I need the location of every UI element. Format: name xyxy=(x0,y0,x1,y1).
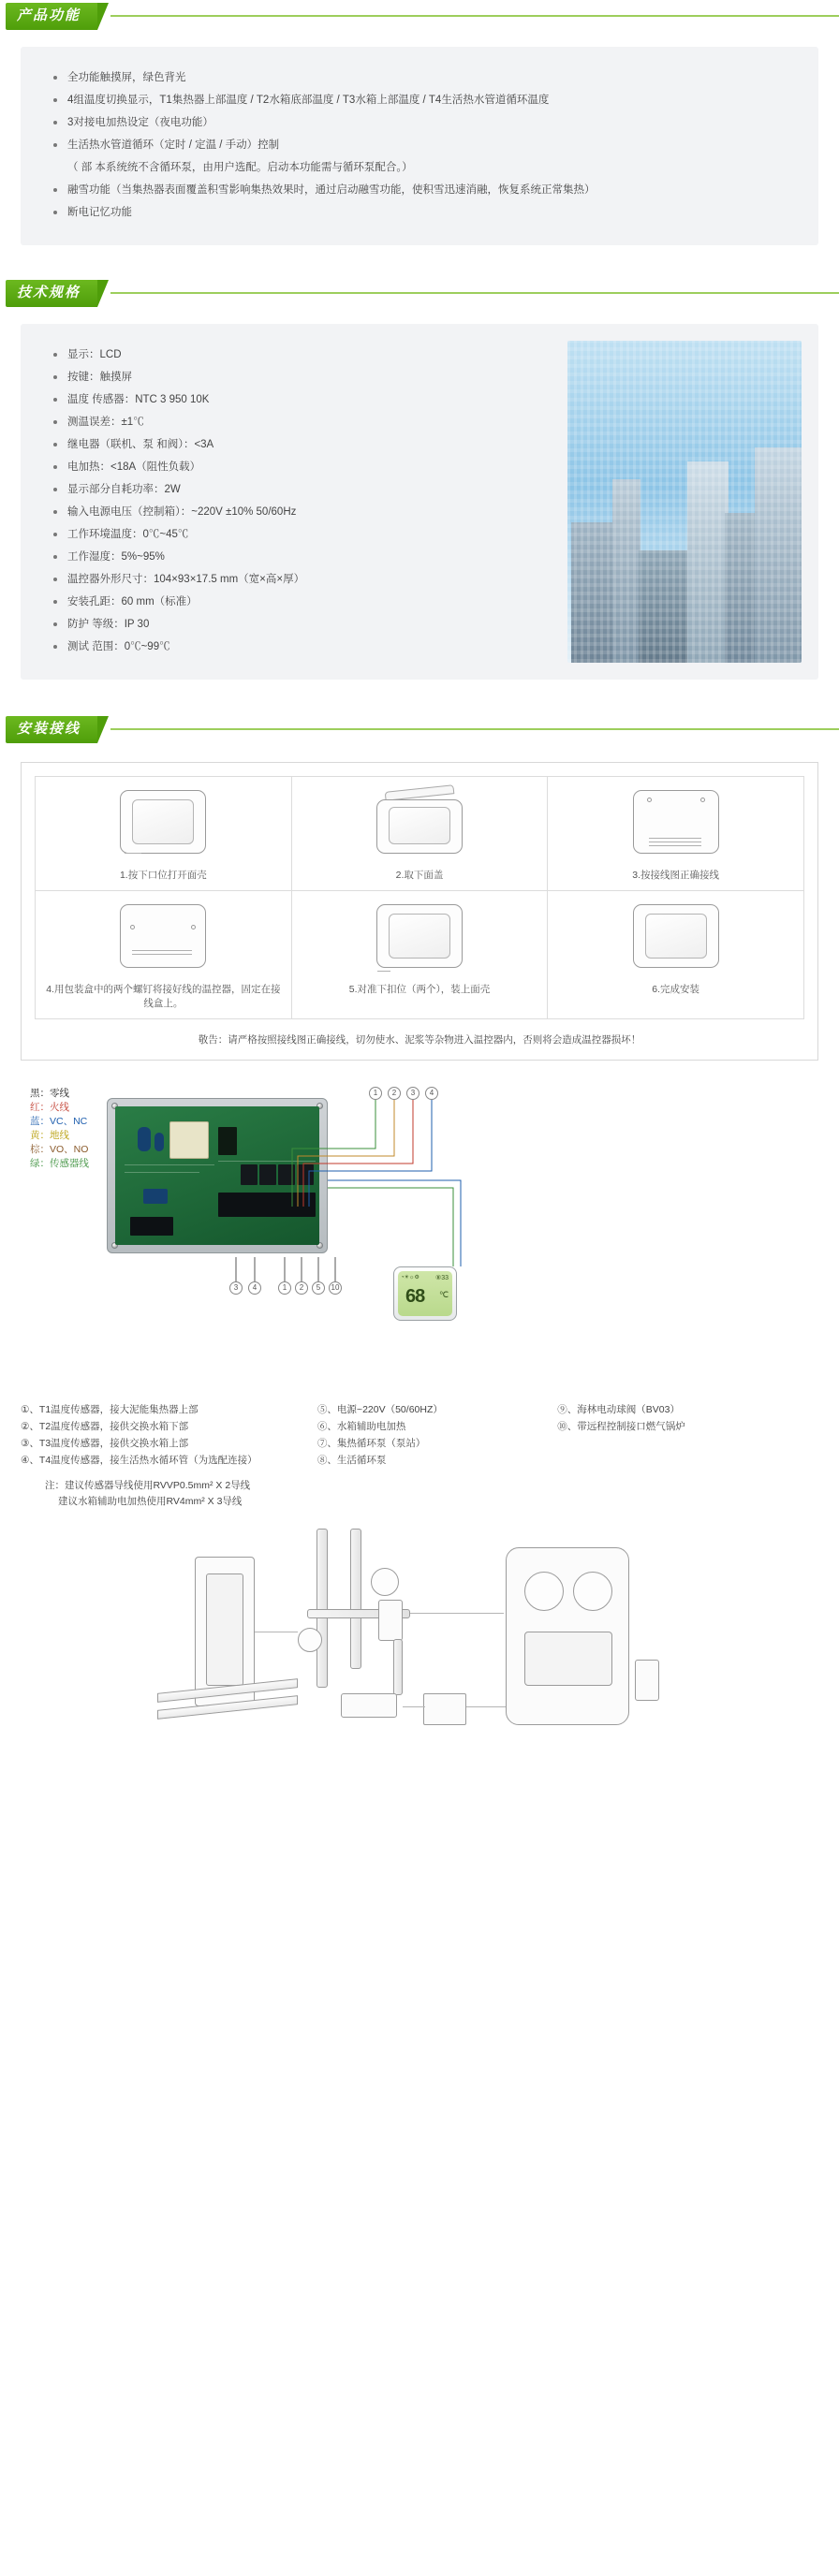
specs-list xyxy=(52,344,558,657)
callout-bubble-4b: 4 xyxy=(248,1281,261,1295)
pump-motor xyxy=(378,1600,403,1641)
install-warning-text: 敬告：请严格按照接线图正确接线，切勿使水、泥浆等杂物进入温控器内，否则将会造成温控器损坏！ xyxy=(198,1034,641,1046)
legend-item-yellow: 黄：地线 xyxy=(30,1130,69,1141)
skyline-photo xyxy=(567,341,802,663)
list-item: ③、T3温度传感器，接供交换水箱上部 xyxy=(21,1438,189,1449)
list-item: 生活热水管道循环（定时 / 定温 / 手动）控制 xyxy=(52,135,790,155)
thermostat-back-outline xyxy=(120,904,206,968)
manifold-block xyxy=(341,1693,397,1718)
building-shape xyxy=(639,550,693,663)
thermostat-screen-outline xyxy=(389,807,450,844)
exploded-assembly-illustration xyxy=(157,1519,682,1791)
building-shape xyxy=(755,447,802,663)
list-item: 工作湿度：5%~95% xyxy=(52,547,558,567)
legend-item-red: 红：火线 xyxy=(30,1102,69,1113)
features-list xyxy=(52,67,790,223)
callout-bubble-3b: 3 xyxy=(229,1281,243,1295)
install-step xyxy=(292,777,549,891)
callout-bubble-4: 4 xyxy=(425,1087,438,1100)
pipe-vertical xyxy=(393,1639,403,1695)
callout-bubble-2: 2 xyxy=(388,1087,401,1100)
section-title-features: 产品功能 xyxy=(6,3,97,30)
list-item: 防护 等级：IP 30 xyxy=(52,614,558,635)
bracket-inner-panel xyxy=(206,1573,243,1686)
terminal-wire xyxy=(649,845,701,846)
install-step xyxy=(36,891,292,1019)
pry-arrow xyxy=(125,853,141,854)
terminal-key-column-2 xyxy=(317,1401,544,1469)
gauge-dial xyxy=(573,1572,612,1611)
step-label: 5.对准下扣位（两个），装上面壳 xyxy=(348,984,491,995)
footer-note-line-1: 注：建议传感器导线使用RVVP0.5mm² X 2导线 xyxy=(45,1480,251,1491)
step-illustration-1 xyxy=(111,786,214,863)
list-item: 断电记忆功能 xyxy=(52,202,790,223)
list-item: 3对接电加热设定（夜电功能） xyxy=(52,112,790,133)
wiring-lines xyxy=(21,1083,818,1392)
thermostat-device xyxy=(393,1266,457,1321)
list-item: 融雪功能（当集热器表面覆盖积雪影响集热效果时，通过启动融雪功能，使积雪迅速消融，恢复系统正常集热） xyxy=(52,180,790,200)
callout-bubble-1: 1 xyxy=(369,1087,382,1100)
banner-divider-line xyxy=(110,292,839,294)
pipe-vertical xyxy=(316,1529,328,1688)
banner-divider-line xyxy=(110,15,839,17)
list-item: 温度 传感器：NTC 3 950 10K xyxy=(52,389,558,410)
wiring-diagram xyxy=(21,1083,818,1392)
list-item-note: （ 部 本系统统不含循环泵，由用户选配。启动本功能需与循环泵配合。） xyxy=(67,162,413,173)
legend-item-blue: 蓝：VC、NC xyxy=(30,1116,88,1127)
list-item: ⑨、海林电动球阀（BV03） xyxy=(557,1404,680,1415)
thermostat-back-outline xyxy=(633,790,719,854)
step-illustration-4 xyxy=(111,900,214,977)
step-illustration-3 xyxy=(625,786,728,863)
list-item: 输入电源电压（控制箱）：~220V ±10% 50/60Hz xyxy=(52,502,558,522)
callout-bubble-2b: 2 xyxy=(295,1281,308,1295)
callout-bubble-5b: 5 xyxy=(312,1281,325,1295)
gauge-dial xyxy=(524,1572,564,1611)
install-steps-grid xyxy=(35,776,804,1019)
legend-item-brown: 棕：VO、NO xyxy=(30,1144,89,1155)
building-shape xyxy=(725,513,758,663)
install-steps-panel xyxy=(21,762,818,1061)
list-item: 测温误差：±1℃ xyxy=(52,412,558,432)
junction-box xyxy=(423,1693,466,1725)
list-item: 继电器（联机、泵 和阀）：<3A xyxy=(52,434,558,455)
terminal-key-list xyxy=(21,1401,818,1469)
building-shape xyxy=(612,479,640,663)
features-panel xyxy=(21,47,818,245)
list-item: ⑥、水箱辅助电加热 xyxy=(316,1421,406,1432)
footer-note xyxy=(45,1478,818,1510)
section-title-install: 安装接线 xyxy=(6,716,97,743)
banner-divider-line xyxy=(110,728,839,730)
specs-list-container xyxy=(21,324,567,680)
pipe-vertical xyxy=(350,1529,361,1669)
assembly-guide-line xyxy=(466,1706,506,1707)
thermostat-lcd xyxy=(398,1271,452,1316)
step-illustration-6 xyxy=(625,900,728,977)
thermostat-screen-outline xyxy=(132,799,194,844)
lcd-main-temperature: 68 xyxy=(405,1286,425,1307)
section-banner-install xyxy=(6,713,839,745)
step-label: 4.用包装盒中的两个螺钉将接好线的温控器，固定在接线盒上。 xyxy=(46,984,281,1009)
list-item: 电加热：<18A（阻性负载） xyxy=(52,457,558,477)
install-step xyxy=(36,777,292,891)
terminal-wire xyxy=(649,838,701,839)
install-step xyxy=(548,777,804,891)
legend-item-green: 绿：传感器线 xyxy=(30,1158,89,1169)
section-title-specs: 技术规格 xyxy=(6,280,97,307)
assembly-arrow xyxy=(377,971,390,972)
install-step xyxy=(292,891,549,1019)
step-label: 6.完成安装 xyxy=(652,984,700,995)
install-step xyxy=(548,891,804,1019)
front-panel-cutout xyxy=(524,1632,612,1686)
building-shape xyxy=(687,461,729,663)
list-item: 显示：LCD xyxy=(52,344,558,365)
screw-hole-icon xyxy=(700,798,705,802)
terminal-key-column-3 xyxy=(557,1401,818,1469)
lcd-secondary-value: ⑧33 xyxy=(434,1275,449,1281)
callout-bubble-1b: 1 xyxy=(278,1281,291,1295)
list-item: 安装孔距：60 mm（标准） xyxy=(52,592,558,612)
list-item: ②、T2温度传感器，接供交换水箱下部 xyxy=(21,1421,189,1432)
list-item: ⑦、集热循环泵（泵站） xyxy=(316,1438,426,1449)
list-item: 温控器外形尺寸：104×93×17.5 mm（宽×高×厚） xyxy=(52,569,558,590)
list-item: 按键：触摸屏 xyxy=(52,367,558,388)
section-banner-features xyxy=(6,0,839,32)
list-item: ④、T4温度传感器，接生活热水循环管（为选配连接） xyxy=(21,1455,258,1466)
list-item: 测试 范围：0℃~99℃ xyxy=(52,637,558,657)
list-item: ⑧、生活循环泵 xyxy=(316,1455,387,1466)
lcd-status-icons: ◔☀☼⚙ xyxy=(401,1275,420,1281)
side-cover xyxy=(635,1660,659,1701)
list-item: 工作环境温度：0℃~45℃ xyxy=(52,524,558,545)
valve-handle xyxy=(298,1628,322,1652)
building-shape xyxy=(571,522,614,663)
list-item: ⑤、电源~220V（50/60HZ） xyxy=(316,1404,443,1415)
lcd-unit: ℃ xyxy=(439,1290,449,1299)
screw-hole-icon xyxy=(647,798,652,802)
thermostat-screen-outline xyxy=(645,914,707,959)
list-item: 4组温度切换显示，T1集热器上部温度 / T2水箱底部温度 / T3水箱上部温度 / T4生活热水管道循环温度 xyxy=(52,90,790,110)
thermostat-screen-outline xyxy=(389,914,450,959)
footer-note-line-2: 建议水箱辅助电加热使用RV4mm² X 3导线 xyxy=(58,1496,243,1507)
list-item: 全功能触摸屏，绿色背光 xyxy=(52,67,790,88)
step-label: 2.取下面盖 xyxy=(395,870,444,881)
terminal-wire xyxy=(132,950,192,951)
list-item: ⑩、带远程控制接口燃气锅炉 xyxy=(557,1421,685,1432)
pump-body xyxy=(371,1568,399,1596)
callout-bubble-3: 3 xyxy=(406,1087,420,1100)
connector-wire xyxy=(403,1706,425,1707)
callout-bubble-10b: 10 xyxy=(329,1281,342,1295)
step-label: 3.按接线图正确接线 xyxy=(632,870,720,881)
step-label: 1.按下口位打开面壳 xyxy=(119,870,207,881)
assembly-guide-line xyxy=(410,1613,504,1614)
legend-item-black: 黑：零线 xyxy=(30,1088,69,1099)
step-illustration-2 xyxy=(368,786,471,863)
list-item: 显示部分自耗功率：2W xyxy=(52,479,558,500)
terminal-key-column-1 xyxy=(21,1401,304,1469)
terminal-wire xyxy=(132,954,192,955)
list-item: ①、T1温度传感器，接大泥能集热器上部 xyxy=(21,1404,199,1415)
section-banner-specs xyxy=(6,277,839,309)
specs-panel xyxy=(21,324,818,680)
step-illustration-5 xyxy=(368,900,471,977)
